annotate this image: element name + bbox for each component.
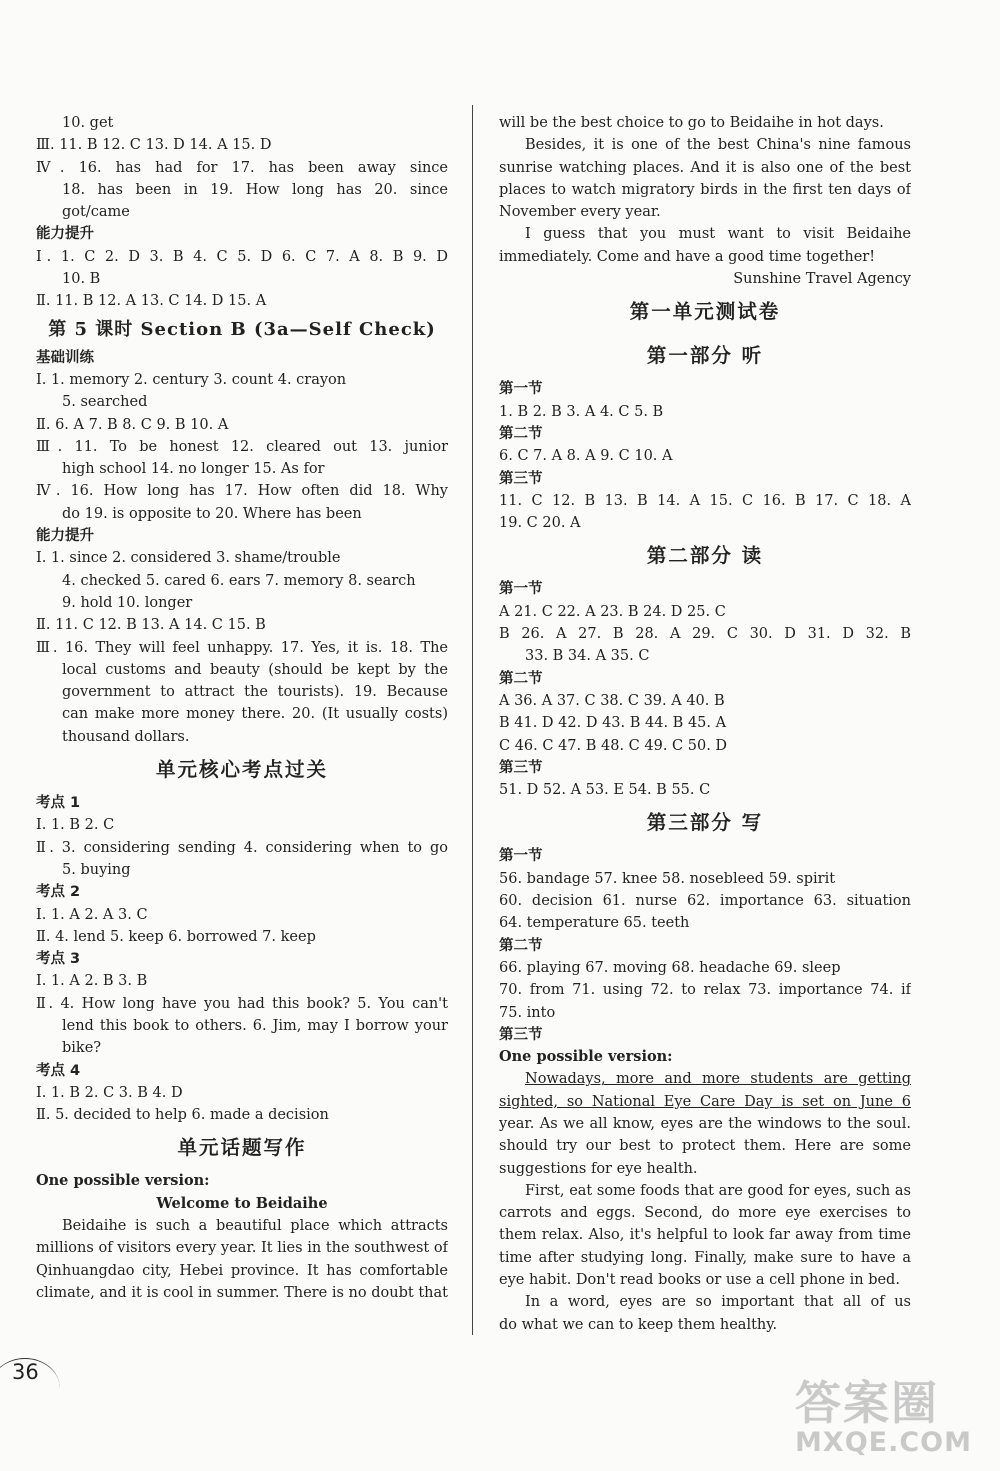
text-line: Ⅱ. 3. considering sending 4. considering when to go [36,839,448,856]
text-line: Ⅳ. 16. has had for 17. has been away since [36,159,448,176]
column-divider [472,105,473,1335]
watermark [795,1378,972,1458]
subsection-label: 能力提升 [36,528,94,545]
text-line: 1. B 2. B 3. A 4. C 5. B [499,403,664,420]
text-line: Ⅲ. 11. B 12. C 13. D 14. A 15. D [36,137,272,154]
text-line: Ⅱ. 6. A 7. B 8. C 9. B 10. A [36,416,229,433]
text-line: 10. get [62,115,114,131]
subsection-label: 考点 2 [36,884,81,901]
text-line: Ⅱ. 5. decided to help 6. made a decision [36,1107,329,1124]
text-line: C 46. C 47. B 48. C 49. C 50. D [499,737,728,754]
text-line: 18. has been in 19. How long has 20. since [62,181,448,198]
text-line: Ⅳ. 16. How long has 17. How often did 18. Why [36,483,448,500]
text-line: 75. into [499,1004,556,1021]
subsection-label: 第三节 [499,759,543,776]
text-line: time after studying long. Finally, make sure to have a [499,1249,911,1266]
text-line: 5. buying [62,861,131,878]
text-line: climate, and it is cool in summer. There is no doubt that [36,1284,448,1301]
text-line: Ⅲ. 16. They will feel unhappy. 17. Yes, it is. 18. The [36,639,448,656]
text-line: will be the best choice to go to Beidaihe in hot days. [499,115,884,131]
text-line: lend this book to others. 6. Jim, may I borrow your [62,1017,448,1034]
text-line: A 36. A 37. C 38. C 39. A 40. B [499,692,725,709]
section-heading: 第一单元测试卷 [629,300,781,324]
text-line: Ⅲ. 11. To be honest 12. cleared out 13. junior [36,438,448,455]
text-line: Qinhuangdao city, Hebei province. It has comfortable [36,1262,448,1279]
text-line: Ⅰ. 1. A 2. B 3. B [36,973,148,990]
subsection-label: 第二节 [499,425,543,442]
text-line: Sunshine Travel Agency [733,271,911,288]
text-line: 51. D 52. A 53. E 54. B 55. C [499,782,711,799]
text-line: 9. hold 10. longer [62,594,193,611]
text-line: sunrise watching places. And it is also one of the best [499,159,911,176]
subsection-label: 考点 4 [36,1062,81,1079]
text-line: 10. B [62,271,101,288]
section-heading: 第一部分 听 [646,344,764,368]
text-line: high school 14. no longer 15. As for [62,461,325,478]
text-line: In a word, eyes are so important that all of us [525,1294,911,1311]
subsection-label: 第二节 [499,670,543,687]
text-line: 66. playing 67. moving 68. headache 69. sleep [499,959,841,976]
text-line: sighted, so National Eye Care Day is set on June 6 [499,1093,911,1110]
text-line: should try our best to protect them. Here are some [499,1138,911,1155]
text-line: B 41. D 42. D 43. B 44. B 45. A [499,715,727,732]
subsection-label: 第一节 [499,381,543,398]
text-line: Besides, it is one of the best China's nine famous [525,137,911,154]
text-line: year. As we all know, eyes are the windows to the soul. [499,1115,911,1132]
left-column [36,112,448,1304]
text-line: Ⅰ. 1. C 2. D 3. B 4. C 5. D 6. C 7. A 8. B 9. D [36,248,448,265]
subsection-label: 第一节 [499,848,543,865]
text-line: got/came [62,204,130,221]
text-line: November every year. [499,204,661,221]
text-line: Beidaihe is such a beautiful place which attracts [62,1218,448,1235]
text-line: Ⅰ. 1. B 2. C 3. B 4. D [36,1084,183,1101]
text-line: 5. searched [62,394,148,411]
text-line: One possible version: [36,1172,210,1190]
text-line: Ⅱ. 11. B 12. A 13. C 14. D 15. A [36,293,267,310]
text-line: places to watch migratory birds in the first ten days of [499,181,911,198]
subsection-label: 第一节 [499,581,543,598]
text-line: them relax. Also, it's helpful to look far away from time [499,1227,911,1244]
subsection-label: 第三节 [499,1026,543,1043]
text-line: First, eat some foods that are good for eyes, such as [525,1182,911,1199]
text-line: Nowadays, more and more students are getting [525,1071,911,1088]
text-line: 11. C 12. B 13. B 14. A 15. C 16. B 17. C 18. A [499,492,911,509]
subsection-label: 第二节 [499,937,543,954]
text-line: One possible version: [499,1048,673,1066]
text-line: Welcome to Beidaihe [156,1194,328,1212]
text-line: 56. bandage 57. knee 58. nosebleed 59. spirit [499,870,836,887]
text-line: suggestions for eye health. [499,1160,698,1177]
text-line: carrots and eggs. Second, do more eye exercises to [499,1205,911,1222]
text-line: 60. decision 61. nurse 62. importance 63. situation [499,893,911,910]
subsection-label: 基础训练 [36,349,94,366]
text-line: do 19. is opposite to 20. Where has been [62,505,362,522]
text-line: eye habit. Don't read books or use a cell phone in bed. [499,1272,900,1289]
subsection-label: 考点 3 [36,951,81,968]
text-line: A 21. C 22. A 23. B 24. D 25. C [499,603,726,620]
watermark-sub: MXQE.COM [795,1427,972,1458]
text-line: do what we can to keep them healthy. [499,1316,778,1333]
text-line: Ⅱ. 4. How long have you had this book? 5. You can't [36,995,448,1012]
text-line: 64. temperature 65. teeth [499,915,690,932]
text-line: 70. from 71. using 72. to relax 73. importance 74. if [499,982,911,999]
section-heading: 第二部分 读 [646,544,764,568]
text-line: millions of visitors every year. It lies in the southwest of [36,1240,448,1257]
text-line: Ⅰ. 1. since 2. considered 3. shame/trouble [36,550,341,567]
text-line: Ⅱ. 11. C 12. B 13. A 14. C 15. B [36,617,266,634]
text-line: 33. B 34. A 35. C [525,648,650,665]
text-line: local customs and beauty (should be kept by the [62,661,448,678]
watermark-main: 答案圈 [795,1376,940,1430]
text-line: 19. C 20. A [499,515,581,532]
text-line: I guess that you must want to visit Beidaihe [525,226,911,243]
right-column [499,112,911,1336]
text-line: thousand dollars. [62,728,190,745]
text-line: 4. checked 5. cared 6. ears 7. memory 8. search [62,572,416,589]
subsection-label: 能力提升 [36,226,94,243]
subsection-label: 考点 1 [36,795,81,812]
section-heading: 单元核心考点过关 [155,758,328,782]
text-line: Ⅰ. 1. A 2. A 3. C [36,906,148,923]
text-line: immediately. Come and have a good time together! [499,248,876,265]
section-heading: 单元话题写作 [177,1136,307,1160]
text-line: B 26. A 27. B 28. A 29. C 30. D 31. D 32. B [499,626,911,643]
subsection-label: 第三节 [499,470,543,487]
text-line: bike? [62,1040,102,1057]
text-line: can make more money there. 20. (It usually costs) [62,706,448,723]
page-number: 36 [12,1360,39,1384]
text-line: Ⅱ. 4. lend 5. keep 6. borrowed 7. keep [36,928,316,945]
section-heading: 第三部分 写 [646,811,764,835]
section-heading: 第 5 课时 Section B (3a—Self Check) [48,318,436,340]
text-line: Ⅰ. 1. B 2. C [36,817,115,834]
text-line: 6. C 7. A 8. A 9. C 10. A [499,448,673,465]
text-line: government to attract the tourists). 19. Because [62,684,448,701]
text-line: Ⅰ. 1. memory 2. century 3. count 4. crayon [36,371,347,388]
